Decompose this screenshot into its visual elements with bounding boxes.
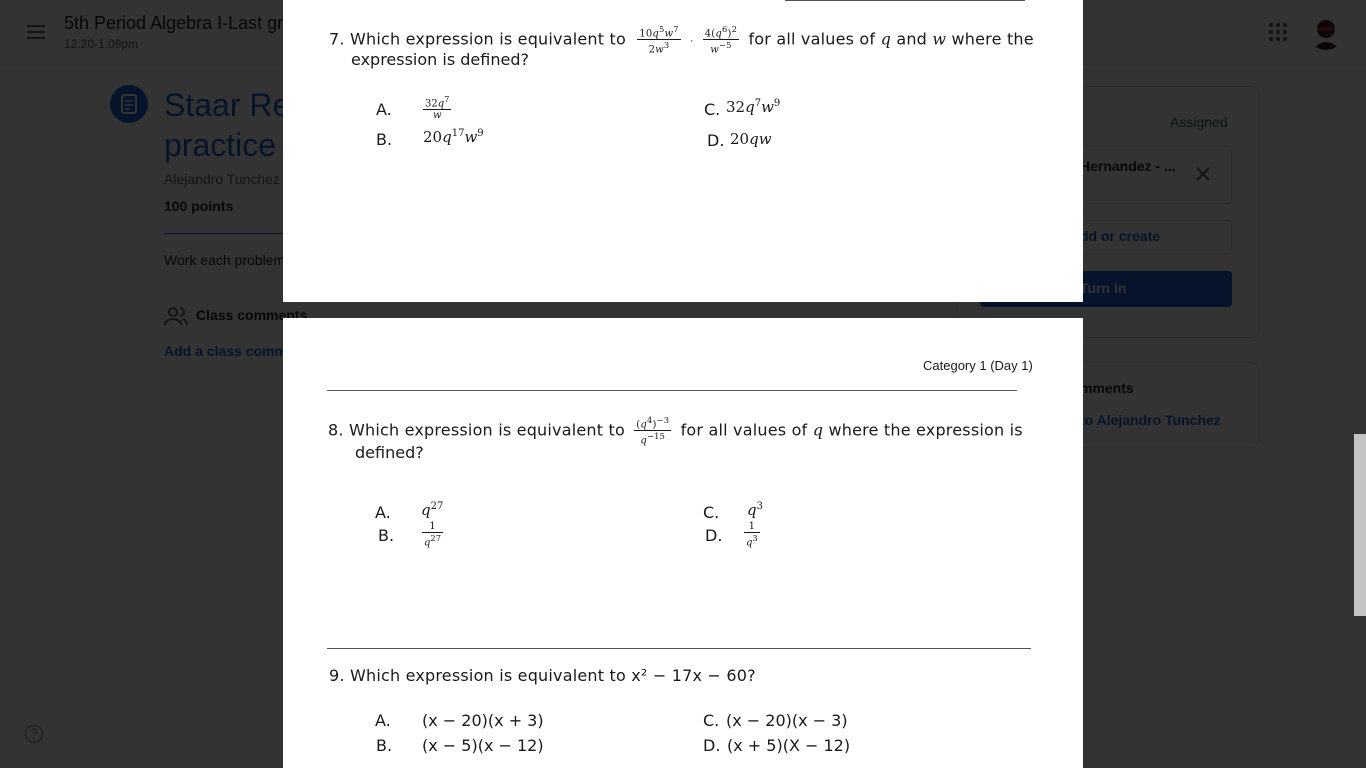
q9-option-a-letter: A. (375, 711, 391, 730)
question-7-and: and (896, 29, 928, 49)
viewer-scrollbar[interactable] (1354, 434, 1366, 616)
q9-option-b-letter: B. (376, 736, 393, 755)
question-8-line1 (328, 415, 1023, 447)
question-7-fraction-1: $\frac{10q^5w^7}{2w^3}$ (639, 24, 679, 56)
question-7-fraction-2: $\frac{4(q^6)^2}{w^{-5}}$ (704, 24, 738, 56)
q8-option-a-letter: A. (375, 503, 391, 522)
question-8-prefix: Which expression is equivalent to (348, 420, 625, 440)
page-rule (327, 648, 1031, 649)
question-8-suffix: for all values of (680, 420, 808, 440)
q8-option-b-value: $\frac{1}{q^{27}}$ (424, 521, 442, 549)
page-rule (785, 0, 1025, 1)
q7-option-c-letter: C. (704, 100, 721, 119)
question-7-line1: 7. Which expression is equivalent to $\frac{10q^5w^7}{2w^3}$ · $\frac{4(q^6)^2}{w^{-5}}$ for all values of q and w where the (329, 24, 1034, 56)
q9-option-a-value: (x − 20)(x + 3) (422, 711, 544, 730)
q7-option-b-value: $20q^{17}w^9$ (423, 128, 484, 146)
question-8-number: 8. (328, 420, 344, 440)
question-7-line2: expression is defined? (351, 50, 529, 69)
question-9-line1 (329, 664, 756, 688)
question-7-var-q: q (880, 29, 892, 49)
question-8-fraction: $\frac{(q^4)^{-3}}{q^{-15}}$ (636, 415, 670, 447)
question-9-number: 9. (329, 666, 345, 685)
page-rule (327, 390, 1017, 391)
q8-option-d-letter: D. (705, 526, 723, 545)
category-label: Category 1 (Day 1) (923, 358, 1033, 373)
q7-option-d-letter: D. (707, 131, 725, 150)
question-7-var-w: w (932, 29, 947, 49)
question-7-number: 7. (329, 29, 345, 49)
q8-option-d-value: $\frac{1}{q^3}$ (746, 521, 758, 549)
q9-option-c-letter: C. (703, 711, 720, 730)
q7-option-d-value: 20qw (730, 130, 772, 148)
document-page-2 (283, 318, 1083, 778)
question-8-line2: defined? (355, 443, 424, 462)
question-8-tail: where the expression is (828, 420, 1023, 440)
q9-option-c-value: (x − 20)(x − 3) (726, 711, 848, 730)
q9-option-b-value: (x − 5)(x − 12) (422, 736, 544, 755)
q7-option-b-letter: B. (376, 130, 393, 149)
q9-option-d-letter: D. (703, 736, 721, 755)
question-9-text: Which expression is equivalent to x² − 17x − 60? (349, 666, 756, 685)
document-page-1 (283, 0, 1083, 302)
q8-option-c-value: $q^3$ (747, 501, 763, 519)
question-8-var-q: q (812, 420, 824, 440)
q7-option-a-value: $\frac{32q^7}{w}$ (425, 94, 450, 122)
q7-option-a-letter: A. (376, 100, 392, 119)
q8-option-c-letter: C. (703, 503, 720, 522)
question-7-prefix: Which expression is equivalent to (349, 29, 626, 49)
q7-option-c-value: $32q^7w^9$ (726, 98, 781, 116)
question-7-suffix: for all values of (748, 29, 876, 49)
q8-option-a-value: $q^{27}$ (421, 501, 444, 519)
q9-option-d-value: (x + 5)(X − 12) (727, 736, 851, 755)
question-7-tail: where the (951, 29, 1034, 49)
q8-option-b-letter: B. (378, 526, 395, 545)
